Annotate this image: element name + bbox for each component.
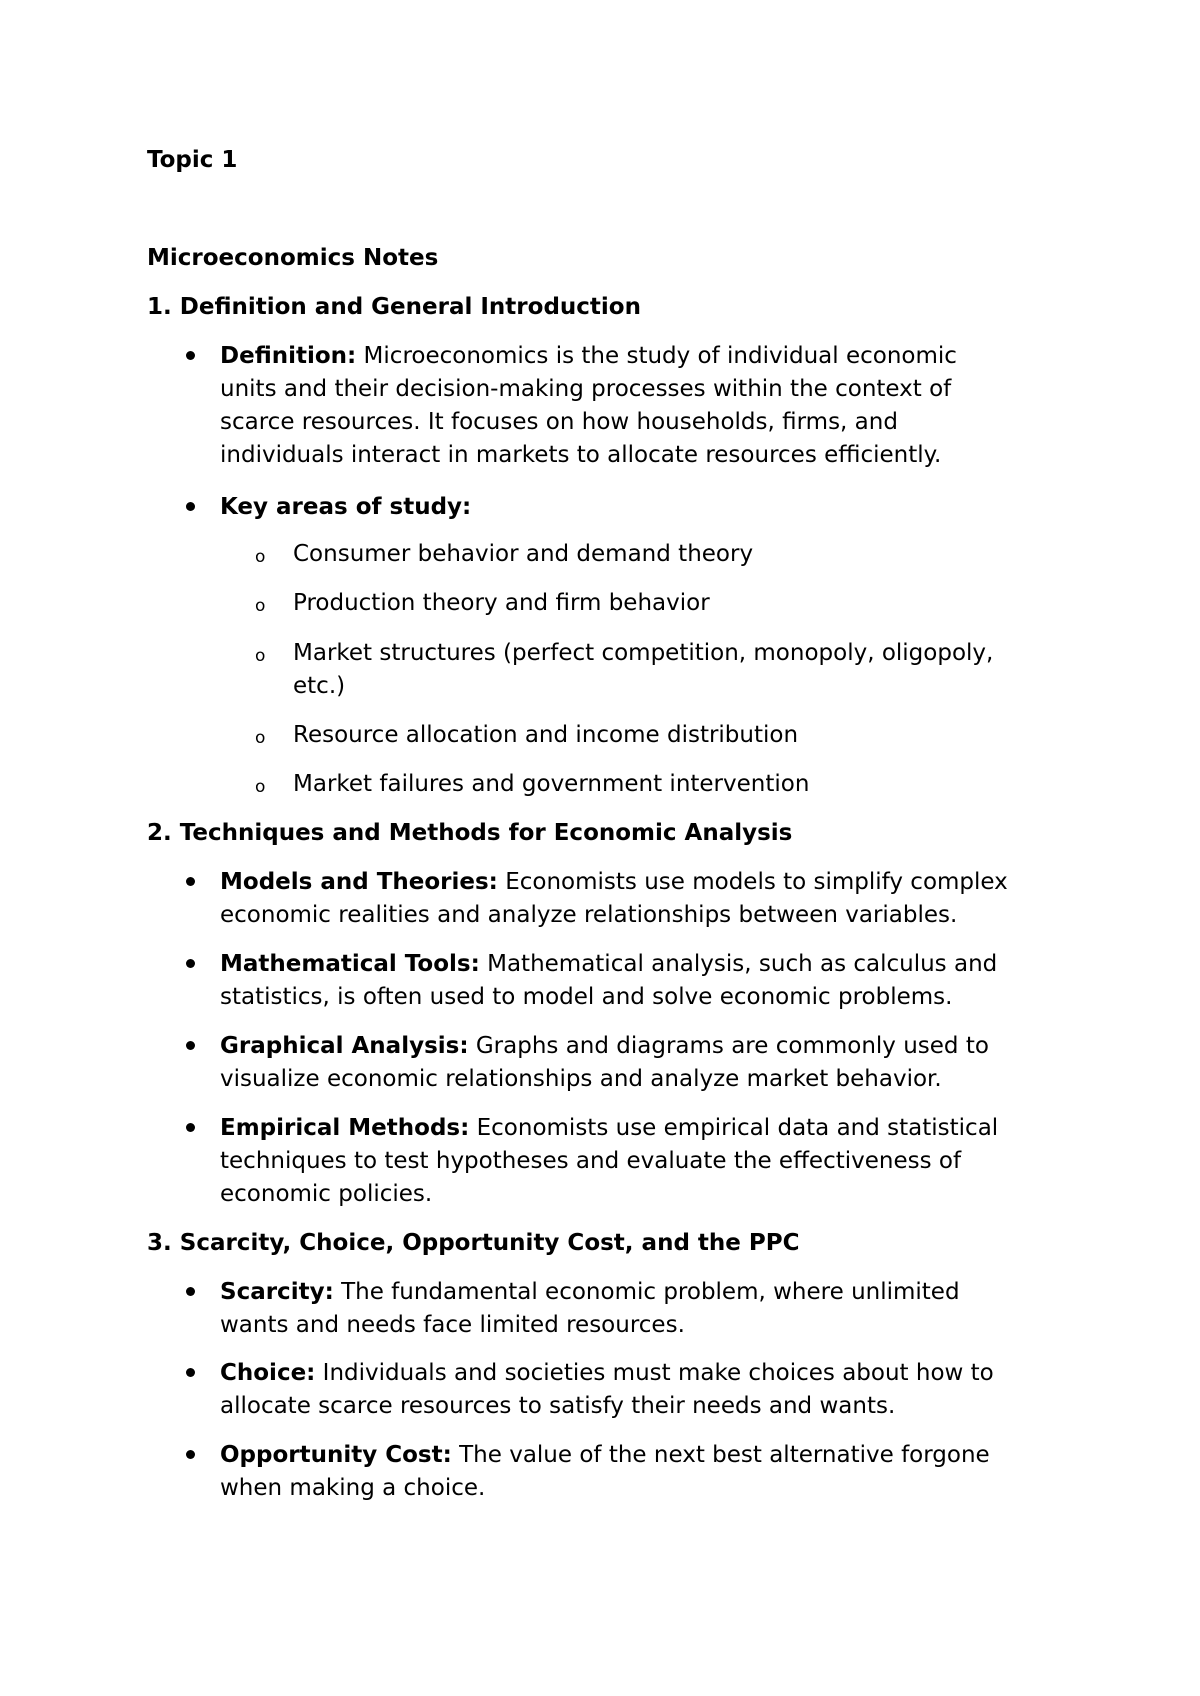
graphical-line-2: visualize economic relationships and analyze market behavior. xyxy=(220,1066,942,1092)
graphical-label: Graphical Analysis: xyxy=(220,1033,469,1059)
choice-line-2: allocate scarce resources to satisfy their needs and wants. xyxy=(220,1393,896,1419)
empirical-text: Economists use empirical data and statistical xyxy=(469,1115,999,1141)
empirical-line-3: economic policies. xyxy=(220,1181,433,1207)
choice-line-1 xyxy=(220,1357,994,1389)
choice-text: Individuals and societies must make choices about how to xyxy=(315,1360,994,1386)
scarcity-text: The fundamental economic problem, where unlimited xyxy=(333,1279,960,1305)
scarcity-label: Scarcity: xyxy=(220,1279,334,1305)
graphical-line-1 xyxy=(220,1030,989,1062)
bullet-icon xyxy=(186,1368,195,1377)
bullet-icon xyxy=(186,1450,195,1459)
bullet-icon xyxy=(186,502,195,511)
key-area-item: Production theory and firm behavior xyxy=(293,590,710,616)
sub-bullet-icon: o xyxy=(255,596,266,616)
graphical-text: Graphs and diagrams are commonly used to xyxy=(468,1033,989,1059)
definition-line-4: individuals interact in markets to allocate resources efficiently. xyxy=(220,442,942,468)
definition-line-2: units and their decision-making processes within the context of xyxy=(220,376,952,402)
key-area-item: Resource allocation and income distribution xyxy=(293,722,799,748)
definition-line-1 xyxy=(220,340,957,372)
key-areas-label: Key areas of study: xyxy=(220,494,472,520)
empirical-line-1 xyxy=(220,1112,998,1144)
bullet-icon xyxy=(186,1041,195,1050)
opportunity-cost-line-2: when making a choice. xyxy=(220,1475,486,1501)
bullet-icon xyxy=(186,959,195,968)
opportunity-cost-text: The value of the next best alternative forgone xyxy=(451,1442,990,1468)
sub-bullet-icon: o xyxy=(255,547,266,567)
topic-label: Topic 1 xyxy=(147,147,238,173)
math-tools-line-2: statistics, is often used to model and solve economic problems. xyxy=(220,984,953,1010)
math-tools-label: Mathematical Tools: xyxy=(220,951,480,977)
definition-line-3: scarce resources. It focuses on how households, firms, and xyxy=(220,409,898,435)
sub-bullet-icon: o xyxy=(255,646,266,666)
section-2-heading: 2. Techniques and Methods for Economic Analysis xyxy=(147,820,793,846)
definition-label: Definition: xyxy=(220,343,357,369)
scarcity-line-1 xyxy=(220,1276,960,1308)
empirical-line-2: techniques to test hypotheses and evaluate the effectiveness of xyxy=(220,1148,962,1174)
key-area-item: Market failures and government intervention xyxy=(293,771,810,797)
models-text: Economists use models to simplify complex xyxy=(497,869,1008,895)
sub-bullet-icon: o xyxy=(255,728,266,748)
models-line-2: economic realities and analyze relationships between variables. xyxy=(220,902,958,928)
models-label: Models and Theories: xyxy=(220,869,498,895)
opportunity-cost-label: Opportunity Cost: xyxy=(220,1442,452,1468)
key-area-item-continued: etc.) xyxy=(293,673,346,699)
math-tools-text: Mathematical analysis, such as calculus and xyxy=(479,951,998,977)
bullet-icon xyxy=(186,877,195,886)
key-area-item: Market structures (perfect competition, monopoly, oligopoly, xyxy=(293,640,994,666)
models-line-1 xyxy=(220,866,1008,898)
opportunity-cost-line-1 xyxy=(220,1439,990,1471)
sub-bullet-icon: o xyxy=(255,777,266,797)
scarcity-line-2: wants and needs face limited resources. xyxy=(220,1312,685,1338)
section-3-heading: 3. Scarcity, Choice, Opportunity Cost, and the PPC xyxy=(147,1230,800,1256)
bullet-icon xyxy=(186,1123,195,1132)
definition-text: Microeconomics is the study of individual economic xyxy=(356,343,957,369)
bullet-icon xyxy=(186,351,195,360)
key-area-item: Consumer behavior and demand theory xyxy=(293,541,754,567)
page-title: Microeconomics Notes xyxy=(147,245,439,271)
section-1-heading: 1. Definition and General Introduction xyxy=(147,294,641,320)
math-tools-line-1 xyxy=(220,948,997,980)
choice-label: Choice: xyxy=(220,1360,316,1386)
empirical-label: Empirical Methods: xyxy=(220,1115,470,1141)
bullet-icon xyxy=(186,1287,195,1296)
